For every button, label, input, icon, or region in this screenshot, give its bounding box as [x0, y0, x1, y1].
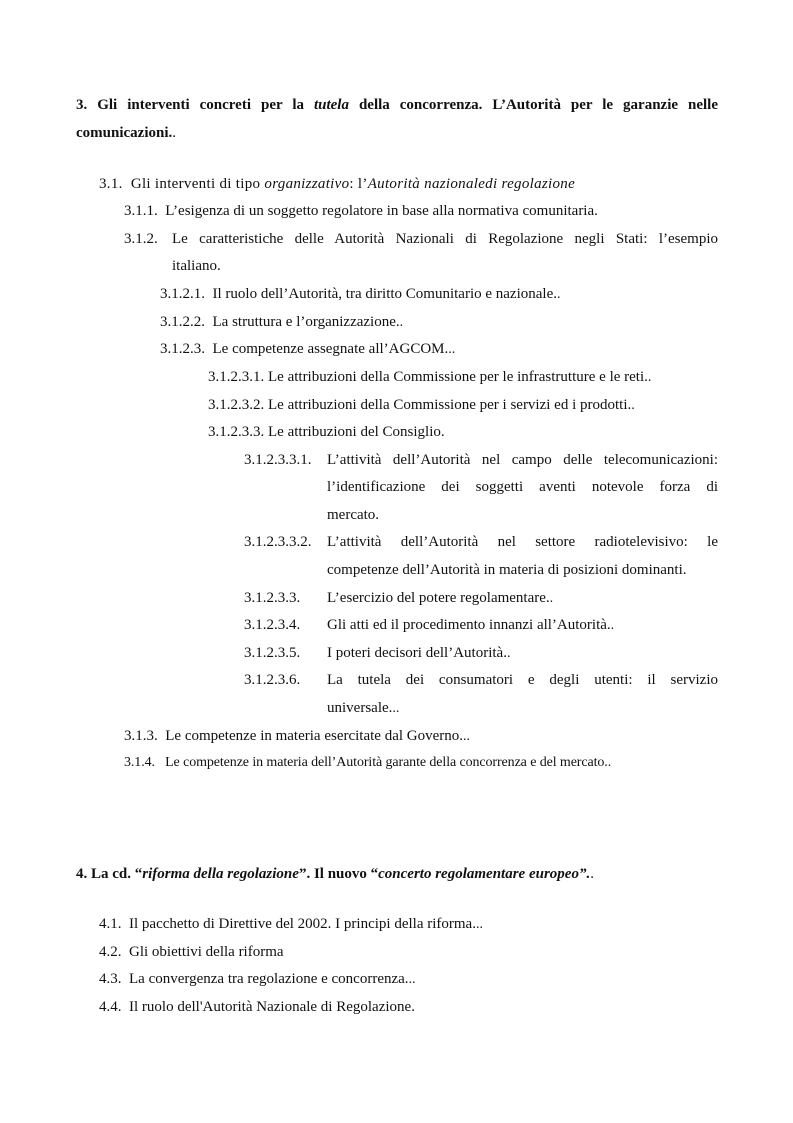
section-3-heading-line2: comunicazioni.. [76, 125, 176, 141]
section-4-heading: 4. La cd. “riforma della regolazione”. Il nuovo “concerto regolamentare europeo”.. [76, 866, 594, 882]
toc-3-1-2-3-1: 3.1.2.3.1. Le attribuzioni della Commissione per le infrastrutture e le reti.. [208, 369, 652, 385]
toc-3-1-2-3-3-2-num: 3.1.2.3.3.2. [244, 534, 312, 550]
toc-3-1-2-3-4-text: Gli atti ed il procedimento innanzi all’Autorità.. [327, 617, 615, 633]
toc-3-1-2-3-2: 3.1.2.3.2. Le attribuzioni della Commissione per i servizi ed i prodotti.. [208, 397, 635, 413]
toc-3-1-2-3-3-1-line3: mercato. [327, 507, 380, 523]
toc-3-1-2-1: 3.1.2.1. Il ruolo dell’Autorità, tra diritto Comunitario e nazionale.. [160, 286, 561, 302]
toc-3-1-2-3-3-2-line1: L’attività dell’Autorità nel settore radiotelevisivo: le [327, 534, 718, 550]
toc-3-1-2-line1: Le caratteristiche delle Autorità Nazionali di Regolazione negli Stati: l’esempio [172, 231, 718, 247]
toc-4-4: 4.4. Il ruolo dell'Autorità Nazionale di Regolazione. [99, 999, 415, 1015]
toc-3-1-2-3-5-num: 3.1.2.3.5. [244, 645, 301, 661]
toc-3-1-1: 3.1.1. L’esigenza di un soggetto regolatore in base alla normativa comunitaria. [124, 203, 598, 219]
toc-3-1-2-num: 3.1.2. [124, 231, 158, 247]
toc-3-1-2-3-6-line1: La tutela dei consumatori e degli utenti: il servizio [327, 672, 718, 688]
toc-3-1-2-3-3-text: L’esercizio del potere regolamentare.. [327, 590, 554, 606]
toc-3-1-2-3: 3.1.2.3. Le competenze assegnate all’AGCOM... [160, 341, 456, 357]
toc-3-1-2-3-3-num: 3.1.2.3.3. [244, 590, 301, 606]
toc-3-1-2-3-6-num: 3.1.2.3.6. [244, 672, 301, 688]
toc-3-1-2-3-3-1-num: 3.1.2.3.3.1. [244, 452, 312, 468]
toc-3-1-4: 3.1.4. Le competenze in materia dell’Autorità garante della concorrenza e del mercato.. [124, 755, 612, 770]
toc-3-1-2-3-3: 3.1.2.3.3. Le attribuzioni del Consiglio. [208, 424, 445, 440]
toc-3-1-2-3-3-1-line2: l’identificazione dei soggetti aventi notevole forza di [327, 479, 718, 495]
toc-4-1: 4.1. Il pacchetto di Direttive del 2002. I principi della riforma... [99, 916, 483, 932]
section-3-heading-line1: 3. Gli interventi concreti per la tutela della concorrenza. L’Autorità per le garanzie nelle [76, 97, 719, 113]
toc-3-1: 3.1. Gli interventi di tipo organizzativo: l’Autorità nazionaledi regolazione [99, 176, 576, 192]
toc-3-1-2-3-3-2-line2: competenze dell’Autorità in materia di posizioni dominanti. [327, 562, 687, 578]
toc-3-1-2-3-6-line2: universale... [327, 700, 400, 716]
toc-3-1-3: 3.1.3. Le competenze in materia esercitate dal Governo... [124, 728, 471, 744]
toc-3-1-2-3-3-1-line1: L’attività dell’Autorità nel campo delle telecomunicazioni: [327, 452, 718, 468]
toc-3-1-2-2: 3.1.2.2. La struttura e l’organizzazione.. [160, 314, 404, 330]
toc-3-1-2-3-5-text: I poteri decisori dell’Autorità.. [327, 645, 511, 661]
toc-3-1-2-line2: italiano. [172, 258, 221, 274]
toc-4-2: 4.2. Gli obiettivi della riforma [99, 944, 284, 960]
toc-4-3: 4.3. La convergenza tra regolazione e concorrenza... [99, 971, 416, 987]
toc-3-1-2-3-4-num: 3.1.2.3.4. [244, 617, 301, 633]
